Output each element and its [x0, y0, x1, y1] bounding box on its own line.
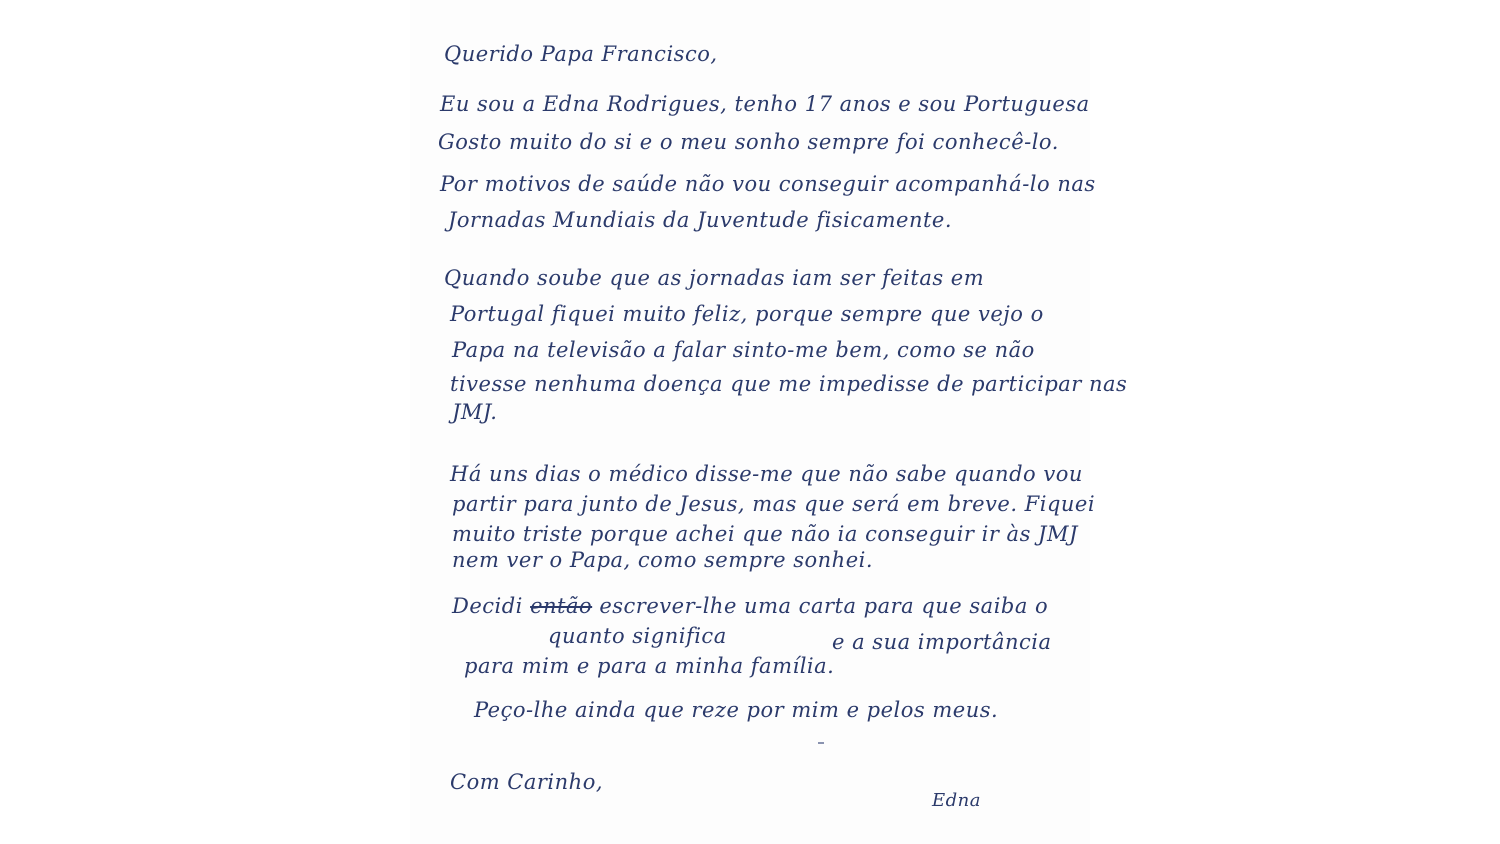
paragraph-1-line-4: Jornadas Mundiais da Juventude fisicamente. [448, 208, 953, 232]
paragraph-2-line-3: Papa na televisão a falar sinto-me bem, como se não [452, 338, 1035, 362]
paragraph-3-line-1: Há uns dias o médico disse-me que não sabe quando vou [450, 462, 1083, 486]
paragraph-3-line-3: muito triste porque achei que não ia conseguir ir às JMJ [452, 522, 1078, 546]
closing: Com Carinho, [450, 770, 604, 794]
paragraph-1-line-1: Eu sou a Edna Rodrigues, tenho 17 anos e sou Portuguesa [440, 92, 1090, 116]
paragraph-4-line-1 [452, 594, 1048, 618]
paragraph-1-line-3: Por motivos de saúde não vou conseguir acompanhá-lo nas [440, 172, 1096, 196]
struck-word: então [530, 594, 593, 618]
paragraph-4-line-1-start: Decidi [452, 594, 523, 618]
salutation: Querido Papa Francisco, [444, 42, 718, 66]
paragraph-4-line-2a: quanto significa [548, 624, 727, 648]
paragraph-3-line-4: nem ver o Papa, como sempre sonhei. [452, 548, 874, 572]
paragraph-1-line-2: Gosto muito do si e o meu sonho sempre foi conhecê-lo. [438, 130, 1059, 154]
paragraph-2-line-5: JMJ. [452, 400, 498, 424]
paragraph-2-line-2: Portugal fiquei muito feliz, porque sempre que vejo o [450, 302, 1044, 326]
paragraph-4-line-1-end: escrever-lhe uma carta para que saiba o [599, 594, 1049, 618]
signature: Edna [932, 790, 981, 811]
stray-mark [818, 742, 824, 744]
paragraph-2-line-1: Quando soube que as jornadas iam ser feitas em [444, 266, 985, 290]
paragraph-4-line-2b: e a sua importância [832, 630, 1052, 654]
paragraph-5: Peço-lhe ainda que reze por mim e pelos meus. [474, 698, 999, 722]
paragraph-2-line-4: tivesse nenhuma doença que me impedisse de participar nas [450, 372, 1128, 396]
paragraph-4-line-3: para mim e para a minha família. [464, 654, 835, 678]
paragraph-3-line-2: partir para junto de Jesus, mas que será em breve. Fiquei [452, 492, 1096, 516]
